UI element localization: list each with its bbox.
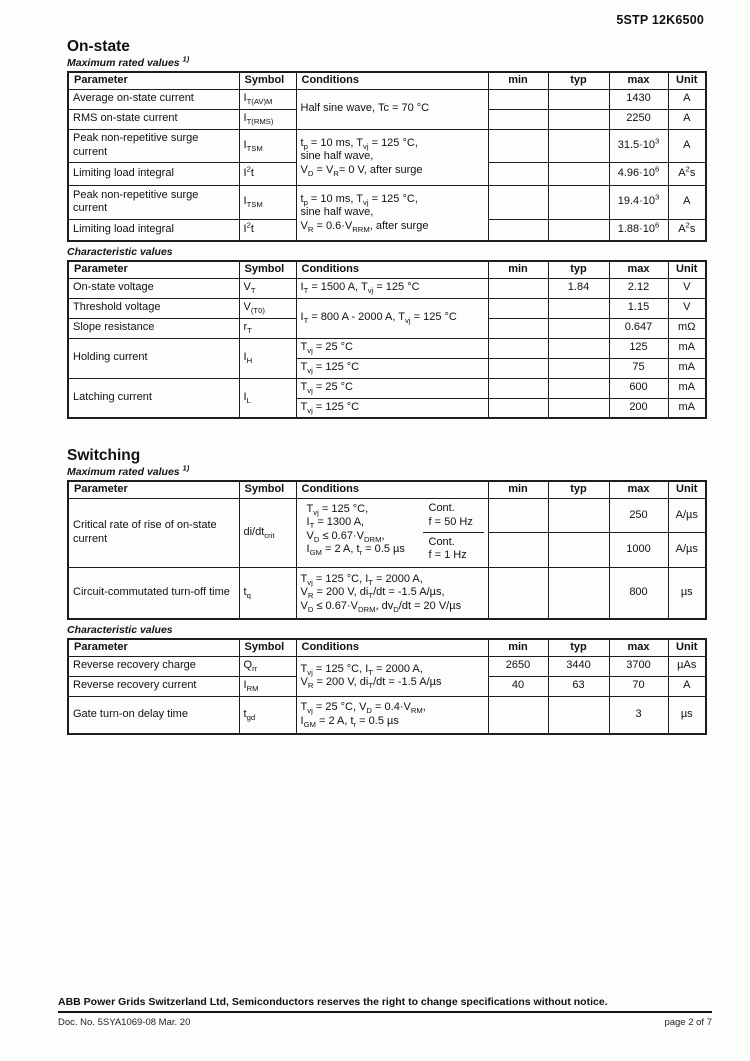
min-cell: 40 (488, 676, 548, 696)
unit-cell: A/µs (668, 533, 706, 568)
min-cell (488, 219, 548, 241)
max-cell: 1000 (609, 533, 668, 568)
param-cell: RMS on-state current (68, 109, 239, 129)
col-header-typ: typ (548, 261, 609, 278)
switching-max-rated-table (67, 480, 707, 620)
unit-cell: A/µs (668, 498, 706, 533)
param-cell: Limiting load integral (68, 162, 239, 185)
min-cell (488, 338, 548, 358)
col-header-symbol: Symbol (239, 481, 296, 498)
symbol-cell: $di/dt_{crit}$ (239, 498, 296, 567)
table-header-row (68, 261, 706, 278)
page-content (67, 38, 705, 735)
table-row (68, 378, 706, 398)
symbol-cell: $t_q$ (239, 567, 296, 619)
unit-cell: mΩ (668, 318, 706, 338)
on-state-max-rated-table (67, 71, 707, 242)
table-header-row (68, 481, 706, 498)
col-header-conditions: Conditions (296, 261, 488, 278)
symbol-cell: $I_{T(AV)M}$ (239, 89, 296, 109)
symbol-cell: $V_{(T0)}$ (239, 298, 296, 318)
col-header-parameter: Parameter (68, 481, 239, 498)
unit-cell: A (668, 676, 706, 696)
unit-cell: mA (668, 338, 706, 358)
min-cell (488, 109, 548, 129)
typ-cell (548, 219, 609, 241)
col-header-min: min (488, 639, 548, 656)
table-row (68, 185, 706, 219)
table-row (68, 278, 706, 298)
on-state-section-title: On-state (67, 38, 130, 55)
footer-meta (58, 1017, 712, 1028)
unit-cell: V (668, 278, 706, 298)
max-cell: 250 (609, 498, 668, 533)
conditions-cell: $I_T = 800$ A - 2000 A, $T_{vj} = 125$ °C (296, 298, 488, 338)
table-row (68, 298, 706, 318)
typ-cell (548, 338, 609, 358)
typ-cell: 1.84 (548, 278, 609, 298)
footnote-marker: 1) (182, 54, 190, 64)
symbol-cell: $V_T$ (239, 278, 296, 298)
unit-cell: A (668, 129, 706, 162)
conditions-cell (296, 498, 488, 567)
table-row (68, 89, 706, 109)
switching-section-title: Switching (67, 447, 141, 464)
typ-cell (548, 318, 609, 338)
conditions-cell: $t_p = 10$ ms, $T_{vj} = 125$ °C, sine half wave, $V_D = V_R= 0$ V, after surge (296, 129, 488, 185)
param-cell: Slope resistance (68, 318, 239, 338)
col-header-typ: typ (548, 639, 609, 656)
conditions-cell: $T_{vj} = 25$ °C, $V_D = 0.4\cdot V_{RM}$, $I_{GM} = 2$ A, $t_r = 0.5$ µs (296, 696, 488, 734)
unit-cell: A (668, 89, 706, 109)
param-cell: Critical rate of rise of on-state current (68, 498, 239, 567)
min-cell (488, 318, 548, 338)
param-cell: Peak non-repetitive surge current (68, 185, 239, 219)
min-cell (488, 129, 548, 162)
conditions-sub-f50: Cont. f = 50 Hz (428, 502, 473, 528)
param-cell: Peak non-repetitive surge current (68, 129, 239, 162)
col-header-max: max (609, 639, 668, 656)
conditions-main: $T_{vj} = 125$ °C, $I_T = 1300$ A, $V_D \le 0.67\cdot V_{DRM}$, $I_{GM} = 2$ A, $t_r = 0.5$ µs (306, 502, 405, 558)
unit-cell: mA (668, 378, 706, 398)
max-cell: $1.88\cdot 10^6$ (609, 219, 668, 241)
param-cell: Reverse recovery current (68, 676, 239, 696)
max-cell: 1430 (609, 89, 668, 109)
max-cell: 3700 (609, 656, 668, 676)
col-header-symbol: Symbol (239, 72, 296, 89)
max-cell: $19.4\cdot 10^3$ (609, 185, 668, 219)
col-header-max: max (609, 481, 668, 498)
min-cell (488, 378, 548, 398)
doc-number: Doc. No. 5SYA1069-08 Mar. 20 (58, 1017, 191, 1028)
param-cell: Gate turn-on delay time (68, 696, 239, 734)
min-cell (488, 696, 548, 734)
unit-cell: µAs (668, 656, 706, 676)
min-cell (488, 185, 548, 219)
unit-cell: mA (668, 398, 706, 418)
typ-cell (548, 498, 609, 533)
page-footer (58, 996, 712, 1028)
switching-max-subtitle (67, 463, 705, 478)
symbol-cell: $I_{TSM}$ (239, 185, 296, 219)
part-number: 5STP 12K6500 (616, 13, 704, 27)
typ-cell (548, 162, 609, 185)
symbol-cell: $t_{gd}$ (239, 696, 296, 734)
table-row (68, 129, 706, 162)
typ-cell (548, 358, 609, 378)
conditions-cell: $T_{vj} = 125$ °C, $I_T = 2000$ A, $V_R = 200$ V, $di_T/dt = -1.5$ A/µs, $V_D \le 0.67\cdot V_{DRM}$, $dv_D/dt = 20$ V/µs (296, 567, 488, 619)
symbol-cell: $I_H$ (239, 338, 296, 378)
typ-cell (548, 298, 609, 318)
param-cell: Holding current (68, 338, 239, 378)
conditions-sub-f1: Cont. f = 1 Hz (423, 532, 484, 566)
max-cell: 800 (609, 567, 668, 619)
on-state-max-subtitle (67, 54, 705, 69)
conditions-cell: Half sine wave, Tc = 70 °C (296, 89, 488, 129)
min-cell (488, 278, 548, 298)
max-cell: 70 (609, 676, 668, 696)
min-cell (488, 89, 548, 109)
symbol-cell: $I_L$ (239, 378, 296, 418)
min-cell (488, 358, 548, 378)
max-cell: 1.15 (609, 298, 668, 318)
conditions-cell: $I_T = 1500$ A, $T_{vj} = 125$ °C (296, 278, 488, 298)
symbol-cell: $I_{T(RMS)}$ (239, 109, 296, 129)
table-row (68, 498, 706, 533)
min-cell (488, 298, 548, 318)
table-row (68, 338, 706, 358)
table-row (68, 656, 706, 676)
typ-cell (548, 378, 609, 398)
table-row (68, 696, 706, 734)
col-header-unit: Unit (668, 639, 706, 656)
min-cell (488, 533, 548, 568)
col-header-conditions: Conditions (296, 481, 488, 498)
switching-characteristic-table (67, 638, 707, 735)
unit-cell: µs (668, 696, 706, 734)
col-header-conditions: Conditions (296, 639, 488, 656)
min-cell (488, 398, 548, 418)
max-cell: 0.647 (609, 318, 668, 338)
min-cell (488, 498, 548, 533)
footer-notice: ABB Power Grids Switzerland Ltd, Semiconductors reserves the right to change specifications without notice. (58, 996, 712, 1013)
max-cell: $4.96\cdot 10^6$ (609, 162, 668, 185)
param-cell: Latching current (68, 378, 239, 418)
symbol-cell: $r_T$ (239, 318, 296, 338)
col-header-symbol: Symbol (239, 639, 296, 656)
col-header-max: max (609, 72, 668, 89)
col-header-min: min (488, 481, 548, 498)
unit-cell: $A^2s$ (668, 219, 706, 241)
unit-cell: µs (668, 567, 706, 619)
table-header-row (68, 639, 706, 656)
conditions-cell: $T_{vj} = 125$ °C (296, 398, 488, 418)
max-cell: 3 (609, 696, 668, 734)
typ-cell (548, 533, 609, 568)
conditions-cell: $T_{vj} = 25$ °C (296, 338, 488, 358)
col-header-unit: Unit (668, 72, 706, 89)
max-cell: $31.5\cdot 10^3$ (609, 129, 668, 162)
min-cell: 2650 (488, 656, 548, 676)
table-header-row (68, 72, 706, 89)
min-cell (488, 162, 548, 185)
unit-cell: $A^2s$ (668, 162, 706, 185)
table-row (68, 567, 706, 619)
symbol-cell: $I_{TSM}$ (239, 129, 296, 162)
unit-cell: A (668, 109, 706, 129)
col-header-unit: Unit (668, 261, 706, 278)
col-header-parameter: Parameter (68, 261, 239, 278)
switching-char-subtitle: Characteristic values (67, 624, 173, 636)
subtitle-text: Maximum rated values (67, 466, 183, 478)
col-header-conditions: Conditions (296, 72, 488, 89)
typ-cell (548, 129, 609, 162)
col-header-min: min (488, 261, 548, 278)
max-cell: 125 (609, 338, 668, 358)
col-header-parameter: Parameter (68, 72, 239, 89)
conditions-cell: $T_{vj} = 125$ °C, $I_T = 2000$ A, $V_R = 200$ V, $di_T/dt = -1.5$ A/µs (296, 656, 488, 696)
col-header-typ: typ (548, 72, 609, 89)
on-state-characteristic-table (67, 260, 707, 419)
subtitle-text: Maximum rated values (67, 57, 183, 69)
typ-cell: 63 (548, 676, 609, 696)
param-cell: Limiting load integral (68, 219, 239, 241)
unit-cell: A (668, 185, 706, 219)
typ-cell (548, 185, 609, 219)
max-cell: 200 (609, 398, 668, 418)
conditions-cell: $T_{vj} = 125$ °C (296, 358, 488, 378)
page-number: page 2 of 7 (664, 1017, 712, 1028)
on-state-char-subtitle: Characteristic values (67, 246, 173, 258)
max-cell: 600 (609, 378, 668, 398)
col-header-parameter: Parameter (68, 639, 239, 656)
typ-cell: 3440 (548, 656, 609, 676)
max-cell: 75 (609, 358, 668, 378)
symbol-cell: $I^2t$ (239, 219, 296, 241)
conditions-cell: $T_{vj} = 25$ °C (296, 378, 488, 398)
col-header-unit: Unit (668, 481, 706, 498)
typ-cell (548, 696, 609, 734)
col-header-min: min (488, 72, 548, 89)
typ-cell (548, 89, 609, 109)
unit-cell: mA (668, 358, 706, 378)
max-cell: 2250 (609, 109, 668, 129)
col-header-symbol: Symbol (239, 261, 296, 278)
footnote-marker: 1) (182, 463, 190, 473)
symbol-cell: $I_{RM}$ (239, 676, 296, 696)
typ-cell (548, 109, 609, 129)
col-header-typ: typ (548, 481, 609, 498)
symbol-cell: $I^2t$ (239, 162, 296, 185)
param-cell: Average on-state current (68, 89, 239, 109)
max-cell: 2.12 (609, 278, 668, 298)
param-cell: Reverse recovery charge (68, 656, 239, 676)
param-cell: On-state voltage (68, 278, 239, 298)
typ-cell (548, 567, 609, 619)
col-header-max: max (609, 261, 668, 278)
param-cell: Circuit-commutated turn-off time (68, 567, 239, 619)
unit-cell: V (668, 298, 706, 318)
min-cell (488, 567, 548, 619)
symbol-cell: $Q_{rr}$ (239, 656, 296, 676)
param-cell: Threshold voltage (68, 298, 239, 318)
conditions-cell: $t_p = 10$ ms, $T_{vj} = 125$ °C, sine half wave, $V_R = 0.6\cdot V_{RRM}$, after surge (296, 185, 488, 241)
typ-cell (548, 398, 609, 418)
